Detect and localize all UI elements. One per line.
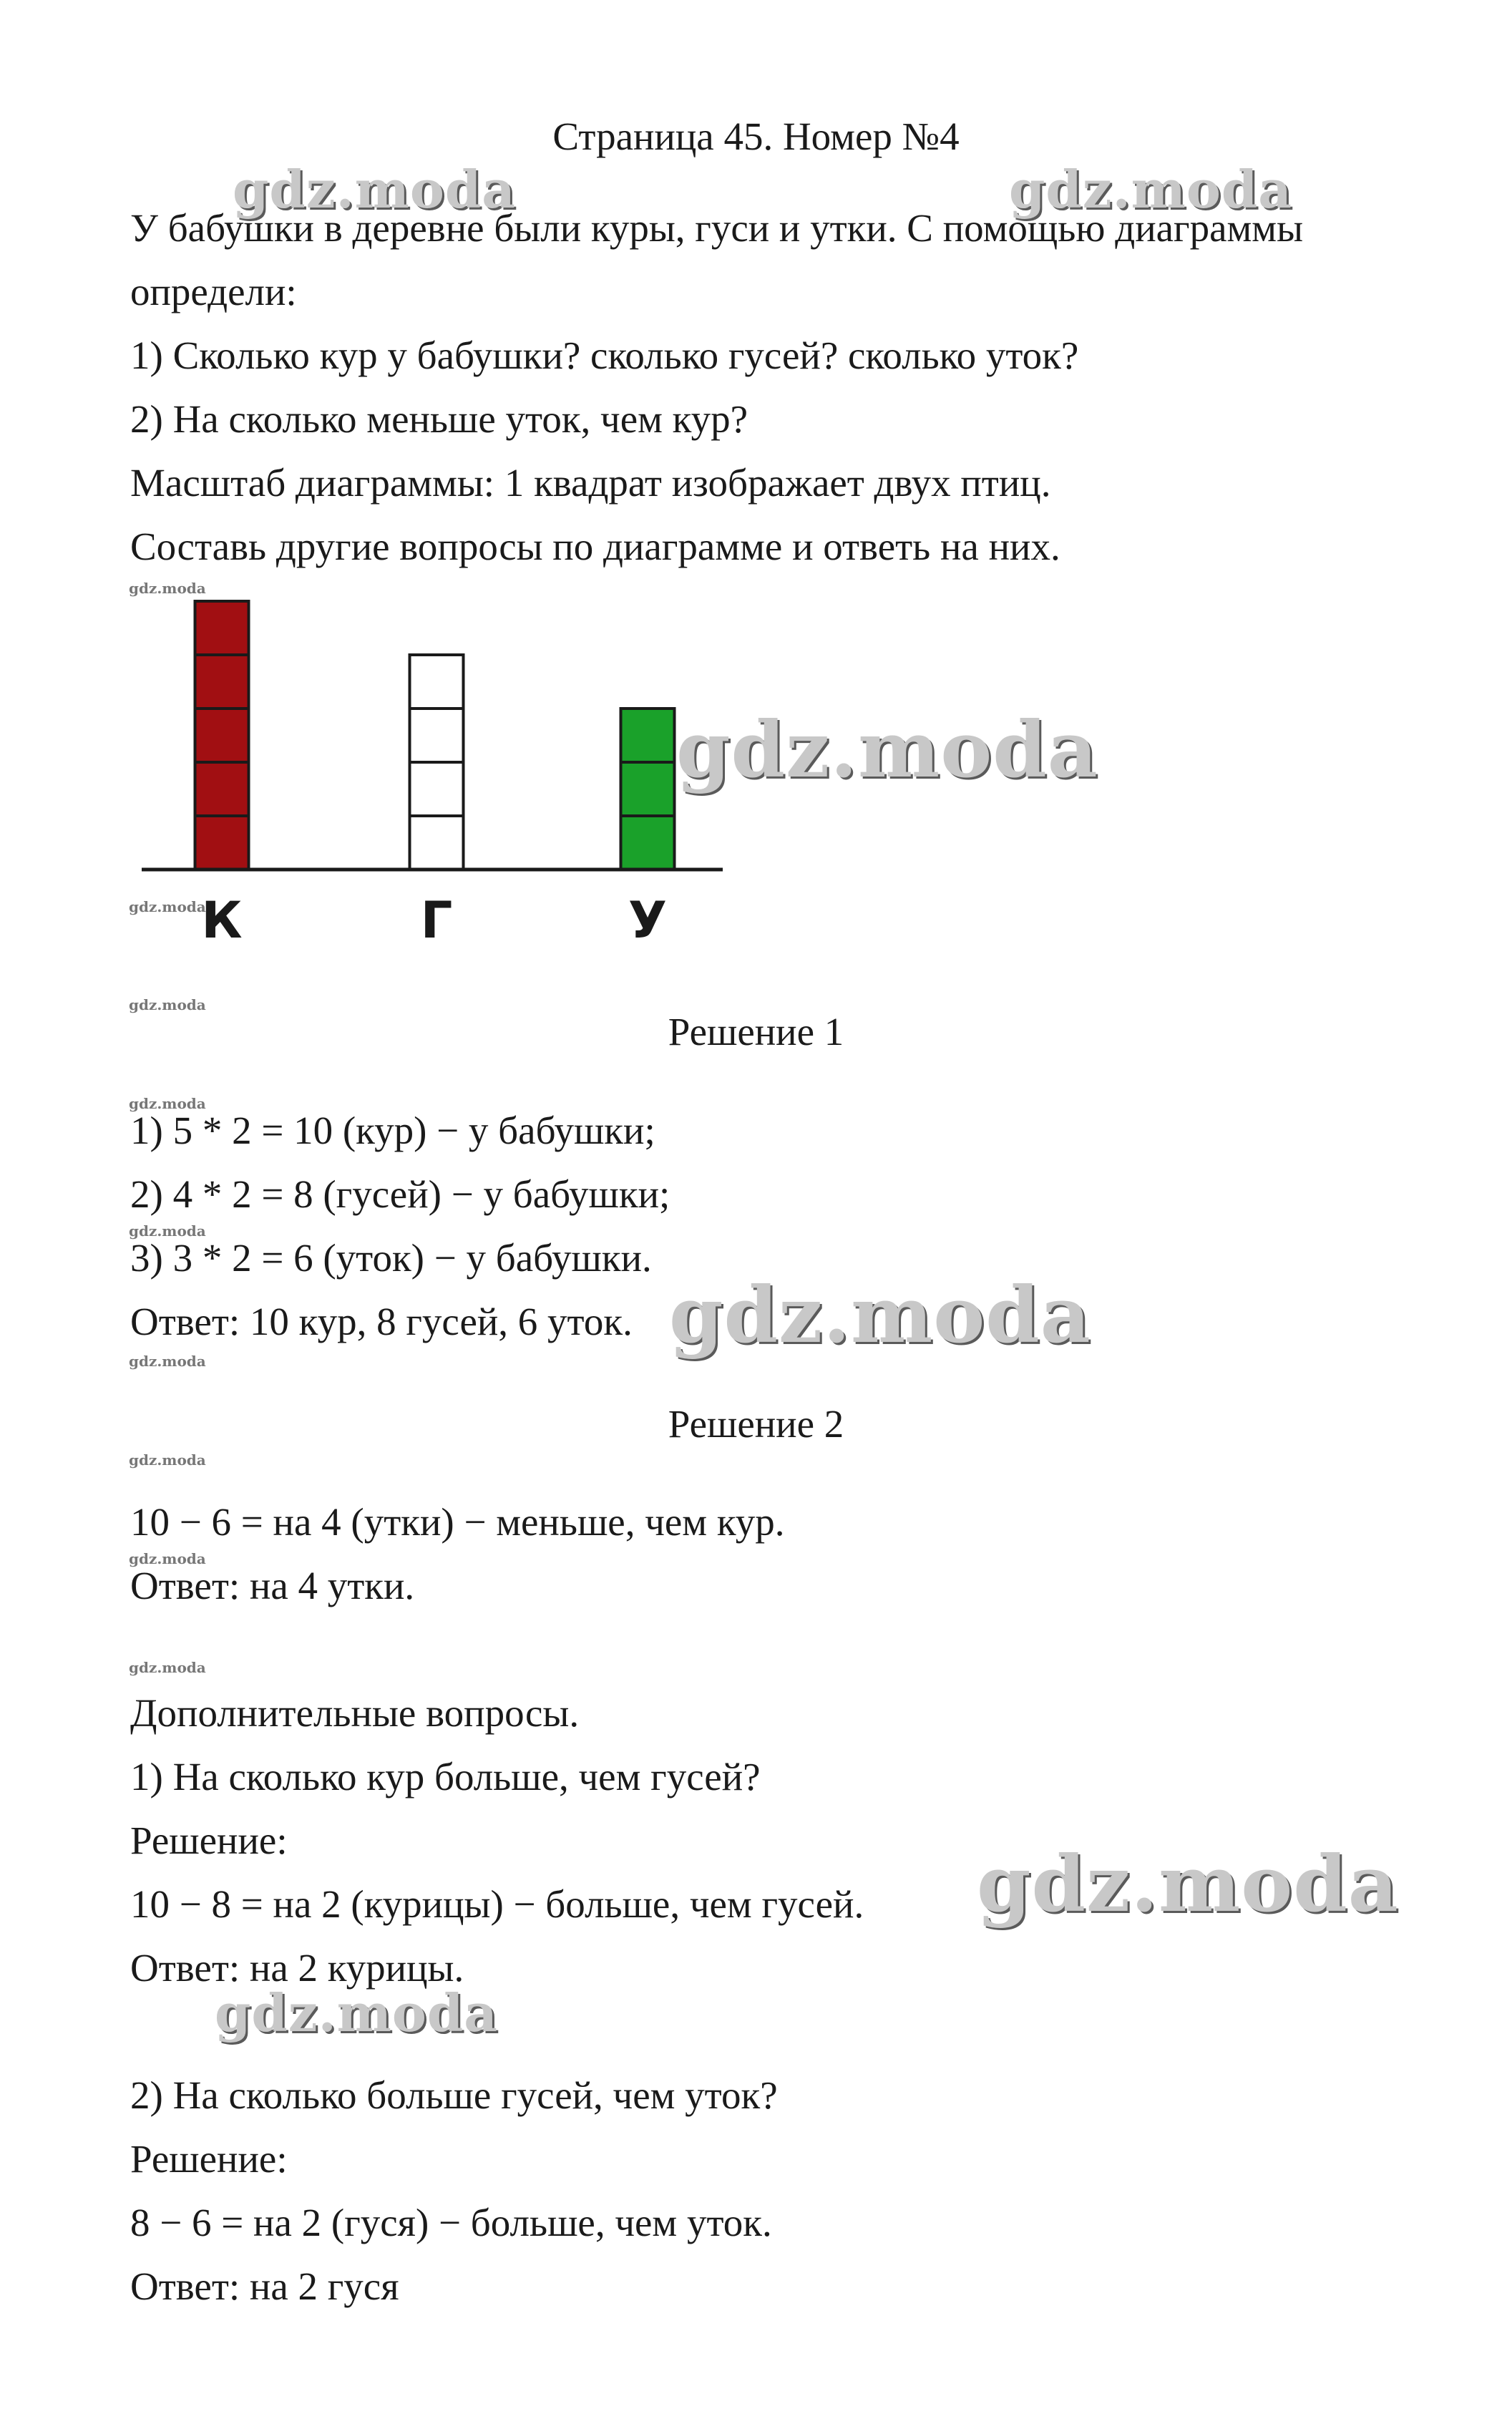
watermark-small: gdz.moda bbox=[129, 580, 206, 597]
task-line: Масштаб диаграммы: 1 квадрат изображает двух птиц. bbox=[130, 461, 1051, 505]
bar-3 bbox=[621, 709, 675, 870]
page-title: Страница 45. Номер №4 bbox=[552, 115, 960, 158]
task-line: 1) Сколько кур у бабушки? сколько гусей? сколько уток? bbox=[130, 334, 1079, 377]
category-label: К bbox=[201, 891, 243, 950]
extra-q1-label: Решение: bbox=[130, 1819, 288, 1862]
extra-q1-calc: 10 − 8 = на 2 (курицы) − больше, чем гусей. bbox=[130, 1882, 864, 1926]
bar-square bbox=[195, 762, 249, 816]
watermark-logo: gdz.moda bbox=[669, 1270, 1091, 1361]
task-line: У бабушки в деревне были куры, гуси и утки. С помощью диаграммы bbox=[130, 206, 1304, 250]
bar-chart bbox=[129, 583, 730, 955]
bar-square bbox=[195, 655, 249, 709]
solution1-line: 2) 4 * 2 = 8 (гусей) − у бабушки; bbox=[130, 1172, 670, 1216]
watermark-small: gdz.moda bbox=[129, 1659, 206, 1676]
task-line: Составь другие вопросы по диаграмме и ответь на них. bbox=[130, 525, 1060, 568]
task-line: определи: bbox=[130, 270, 297, 313]
extra-q2-answer: Ответ: на 2 гуся bbox=[130, 2264, 399, 2308]
watermark-small: gdz.moda bbox=[129, 996, 206, 1013]
extra-heading: Дополнительные вопросы. bbox=[130, 1691, 580, 1735]
category-label: Г bbox=[420, 891, 453, 950]
bar-2 bbox=[410, 655, 464, 870]
bar-square bbox=[621, 709, 675, 762]
bar-square bbox=[195, 601, 249, 655]
extra-q1-question: 1) На сколько кур больше, чем гусей? bbox=[130, 1755, 761, 1798]
watermark-small: gdz.moda bbox=[129, 1222, 206, 1240]
bar-square bbox=[195, 816, 249, 870]
watermark-small: gdz.moda bbox=[129, 1353, 206, 1370]
bar-square bbox=[410, 709, 464, 762]
solution2-line: 10 − 6 = на 4 (утки) − меньше, чем кур. bbox=[130, 1500, 785, 1544]
task-line: 2) На сколько меньше уток, чем кур? bbox=[130, 397, 748, 441]
category-label: У bbox=[628, 891, 667, 950]
watermark-logo: gdz.moda bbox=[233, 159, 516, 220]
watermark-small: gdz.moda bbox=[129, 1095, 206, 1112]
solution2-heading: Решение 2 bbox=[668, 1402, 844, 1446]
watermark-small: gdz.moda bbox=[129, 1451, 206, 1469]
bar-square bbox=[410, 816, 464, 870]
solution2-answer: Ответ: на 4 утки. bbox=[130, 1564, 415, 1607]
extra-q2-question: 2) На сколько больше гусей, чем уток? bbox=[130, 2073, 778, 2117]
bar-square bbox=[621, 816, 675, 870]
bar-square bbox=[410, 655, 464, 709]
extra-q1-answer: Ответ: на 2 курицы. bbox=[130, 1946, 464, 1990]
watermark-small: gdz.moda bbox=[129, 898, 206, 915]
solution1-line: 1) 5 * 2 = 10 (кур) − у бабушки; bbox=[130, 1109, 655, 1152]
watermark-logo: gdz.moda bbox=[1009, 159, 1292, 220]
watermark-logo: gdz.moda bbox=[215, 1982, 498, 2043]
bar-square bbox=[410, 762, 464, 816]
watermark-small: gdz.moda bbox=[129, 1550, 206, 1567]
solution1-answer: Ответ: 10 кур, 8 гусей, 6 уток. bbox=[130, 1300, 633, 1343]
extra-q2-label: Решение: bbox=[130, 2137, 288, 2181]
watermark-logo: gdz.moda bbox=[676, 705, 1098, 795]
bar-square bbox=[621, 762, 675, 816]
watermark-logo: gdz.moda bbox=[977, 1839, 1399, 1929]
solution1-line: 3) 3 * 2 = 6 (уток) − у бабушки. bbox=[130, 1236, 652, 1280]
extra-q2-calc: 8 − 6 = на 2 (гуся) − больше, чем уток. bbox=[130, 2201, 772, 2244]
bar-1 bbox=[195, 601, 249, 870]
solution1-heading: Решение 1 bbox=[668, 1010, 844, 1053]
bar-square bbox=[195, 709, 249, 762]
